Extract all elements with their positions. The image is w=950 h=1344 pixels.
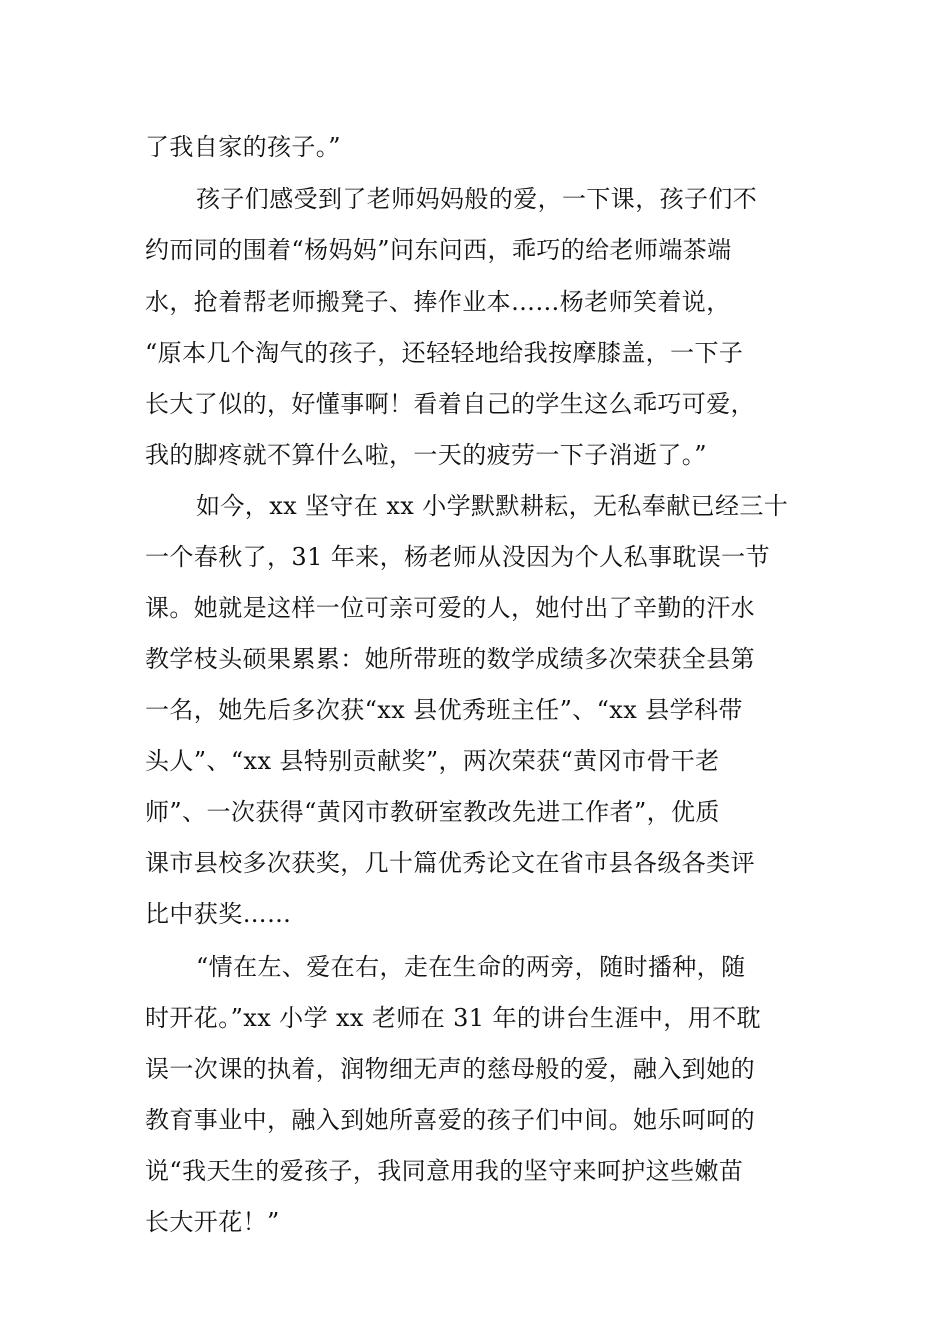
- paragraph-start-line: “情在左、爱在右，走在生命的两旁，随时播种，随: [196, 953, 746, 981]
- paragraph-start-line: 如今，xx 坚守在 xx 小学默默耕耘，无私奉献已经三十: [196, 492, 789, 520]
- text-line: 长大了似的，好懂事啊！看着自己的学生这么乖巧可爱，: [145, 390, 755, 418]
- text-line: 教学枝头硕果累累：她所带班的数学成绩多次荣获全县第: [145, 645, 755, 673]
- text-line: 了我自家的孩子。”: [145, 133, 341, 161]
- text-line: 时开花。”xx 小学 xx 老师在 31 年的讲台生涯中，用不耽: [145, 1004, 761, 1032]
- text-line: 说“我天生的爱孩子，我同意用我的坚守来呵护这些嫩苗: [145, 1157, 744, 1185]
- paragraph-start-line: 孩子们感受到了老师妈妈般的爱，一下课，孩子们不: [196, 185, 758, 213]
- text-line: 长大开花！”: [145, 1208, 280, 1236]
- text-line: 课市县校多次获奖，几十篇优秀论文在省市县各级各类评: [145, 849, 755, 877]
- text-line: 头人”、“xx 县特别贡献奖”，两次荣获“黄冈市骨干老: [145, 747, 720, 775]
- text-line: 一个春秋了，31 年来，杨老师从没因为个人私事耽误一节: [145, 543, 770, 571]
- text-line: 水，抢着帮老师搬凳子、捧作业本……杨老师笑着说，: [145, 288, 731, 316]
- text-line: 比中获奖……: [145, 900, 292, 928]
- text-line: 教育事业中，融入到她所喜爱的孩子们中间。她乐呵呵的: [145, 1106, 755, 1134]
- text-line: “原本几个淘气的孩子，还轻轻地给我按摩膝盖，一下子: [145, 339, 744, 367]
- text-line: 约而同的围着“杨妈妈”问东问西，乖巧的给老师端茶端: [145, 236, 732, 264]
- text-line: 师”、一次获得“黄冈市教研室教改先进工作者”，优质: [145, 798, 720, 826]
- text-line: 一名，她先后多次获“xx 县优秀班主任”、“xx 县学科带: [145, 696, 743, 724]
- text-line: 误一次课的执着，润物细无声的慈母般的爱，融入到她的: [145, 1055, 755, 1083]
- text-line: 我的脚疼就不算什么啦，一天的疲劳一下子消逝了。”: [145, 441, 707, 469]
- text-line: 课。她就是这样一位可亲可爱的人，她付出了辛勤的汗水: [145, 594, 755, 622]
